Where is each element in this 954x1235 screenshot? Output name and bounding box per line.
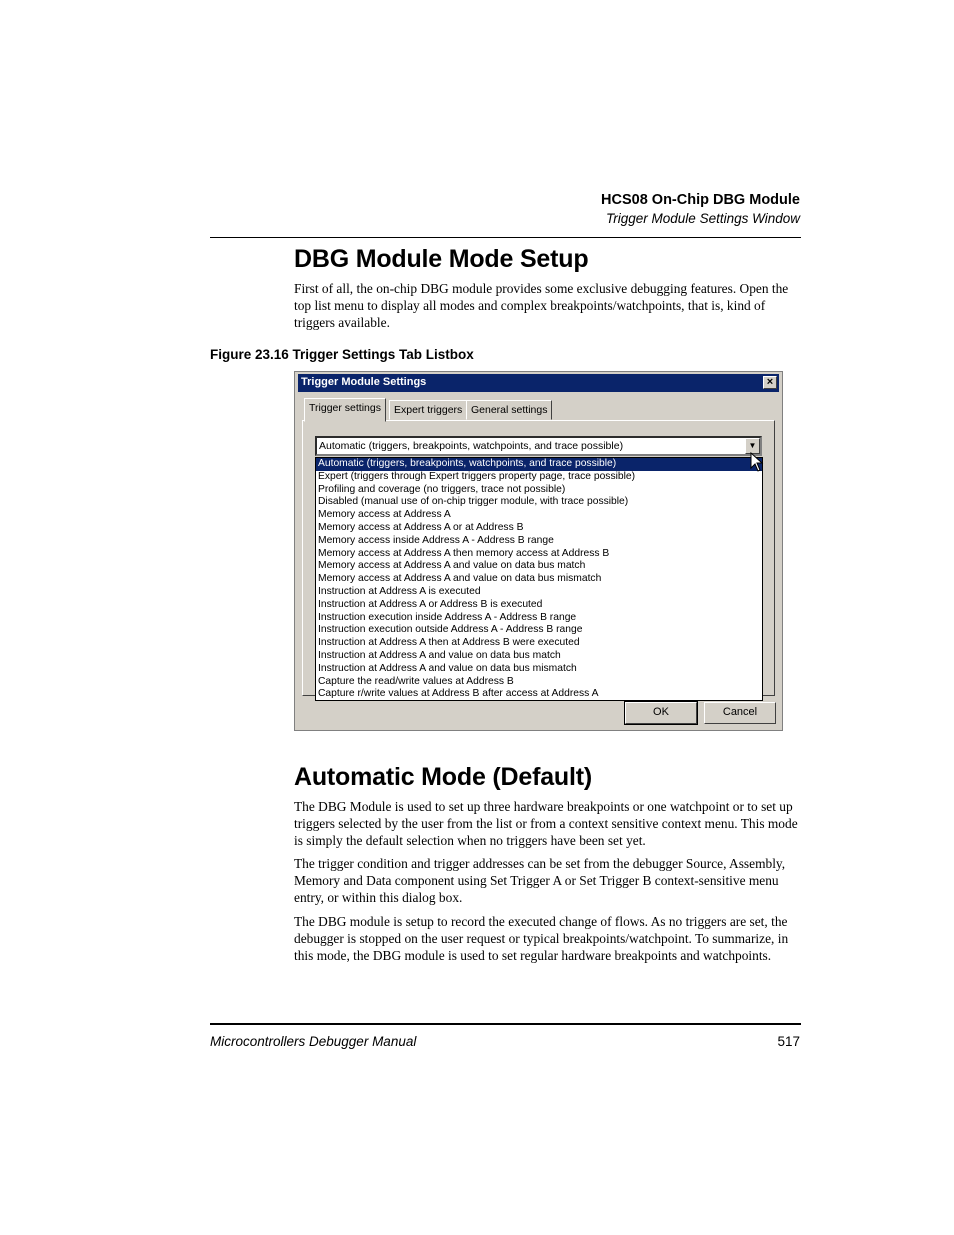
tab-label: Trigger settings: [309, 402, 381, 414]
footer-page-number: 517: [777, 1034, 800, 1049]
section-heading-dbg-mode-setup: DBG Module Mode Setup: [294, 245, 589, 273]
dialog-title-bar[interactable]: [298, 374, 779, 392]
list-item[interactable]: Memory access at Address A or at Address B: [318, 521, 524, 533]
list-item[interactable]: Instruction at Address A and value on data bus match: [318, 649, 561, 661]
section-heading-automatic-mode: Automatic Mode (Default): [294, 763, 592, 791]
list-item[interactable]: Instruction execution outside Address A - Address B range: [318, 624, 583, 636]
list-item[interactable]: Memory access at Address A and value on data bus mismatch: [318, 573, 602, 585]
tab-label: General settings: [471, 404, 548, 416]
list-item[interactable]: Instruction at Address A and value on data bus mismatch: [318, 662, 577, 674]
list-item[interactable]: Instruction at Address A then at Address B were executed: [318, 637, 580, 649]
running-header-title: HCS08 On-Chip DBG Module: [601, 192, 800, 208]
list-item[interactable]: Profiling and coverage (no triggers, trace not possible): [318, 483, 566, 495]
cancel-button[interactable]: Cancel: [704, 702, 776, 724]
tab-trigger-settings[interactable]: [304, 398, 386, 422]
running-header-subtitle: Trigger Module Settings Window: [606, 211, 800, 226]
footer-manual-title: Microcontrollers Debugger Manual: [210, 1034, 417, 1049]
list-item[interactable]: Memory access inside Address A - Address B range: [318, 534, 554, 546]
list-item[interactable]: Memory access at Address A: [318, 509, 451, 521]
tab-label: Expert triggers: [394, 404, 463, 416]
tab-general-settings[interactable]: [466, 400, 552, 420]
close-icon: ×: [766, 376, 774, 388]
list-item[interactable]: Instruction execution inside Address A - Address B range: [318, 611, 577, 623]
header-rule: [210, 237, 801, 238]
list-item[interactable]: Capture r/write values at Address B after access at Address A: [318, 688, 599, 700]
mode-select-combobox[interactable]: [315, 436, 762, 456]
section1-paragraph: First of all, the on-chip DBG module provides some exclusive debugging features. Open the top list menu to display all modes and complex breakpoints/watchpoints, that is, kind of triggers available.: [294, 281, 789, 330]
list-item[interactable]: Expert (triggers through Expert triggers property page, trace possible): [318, 470, 636, 482]
section2-paragraph-1: The DBG Module is used to set up three hardware breakpoints or one watchpoint or to set up triggers selected by the user from the list or from a context sensitive context menu. This mode is simply the default selection when no triggers have been set yet.: [294, 799, 798, 848]
list-item[interactable]: Memory access at Address A then memory access at Address B: [318, 547, 610, 559]
footer-rule: [210, 1023, 801, 1025]
close-button[interactable]: [763, 376, 777, 389]
section2-paragraph-3: The DBG module is setup to record the executed change of flows. As no triggers are set, the debugger is stopped on the user request or typical breakpoints/watchpoint. To summarize, in this mode, the DBG module is used to set regular hardware breakpoints and watchpoints.: [294, 914, 789, 963]
list-item[interactable]: Instruction at Address A or Address B is executed: [318, 598, 543, 610]
chevron-down-icon[interactable]: ▼: [745, 438, 760, 454]
mouse-cursor-icon: [750, 452, 764, 472]
list-item[interactable]: Memory access at Address A and value on data bus match: [318, 560, 586, 572]
list-item[interactable]: Instruction at Address A is executed: [318, 585, 481, 597]
list-item[interactable]: Disabled (manual use of on-chip trigger module, with trace possible): [318, 496, 629, 508]
figure-caption: Figure 23.16 Trigger Settings Tab Listbox: [210, 347, 474, 362]
dialog-title: Trigger Module Settings: [301, 376, 427, 388]
section2-paragraph-2: The trigger condition and trigger addresses can be set from the debugger Source, Assembly, Memory and Data component using Set Trigger A or Set Trigger B context-sensitive menu entry, or within this dialog box.: [294, 856, 786, 905]
list-item[interactable]: Capture the read/write values at Address B: [318, 675, 514, 687]
trigger-module-settings-dialog: [294, 371, 783, 731]
mode-listbox[interactable]: [315, 457, 763, 701]
tab-expert-triggers[interactable]: [389, 400, 467, 420]
ok-button[interactable]: OK: [625, 702, 697, 724]
combo-selected-value: Automatic (triggers, breakpoints, watchpoints, and trace possible): [319, 440, 624, 452]
list-item[interactable]: Automatic (triggers, breakpoints, watchpoints, and trace possible): [316, 458, 762, 471]
